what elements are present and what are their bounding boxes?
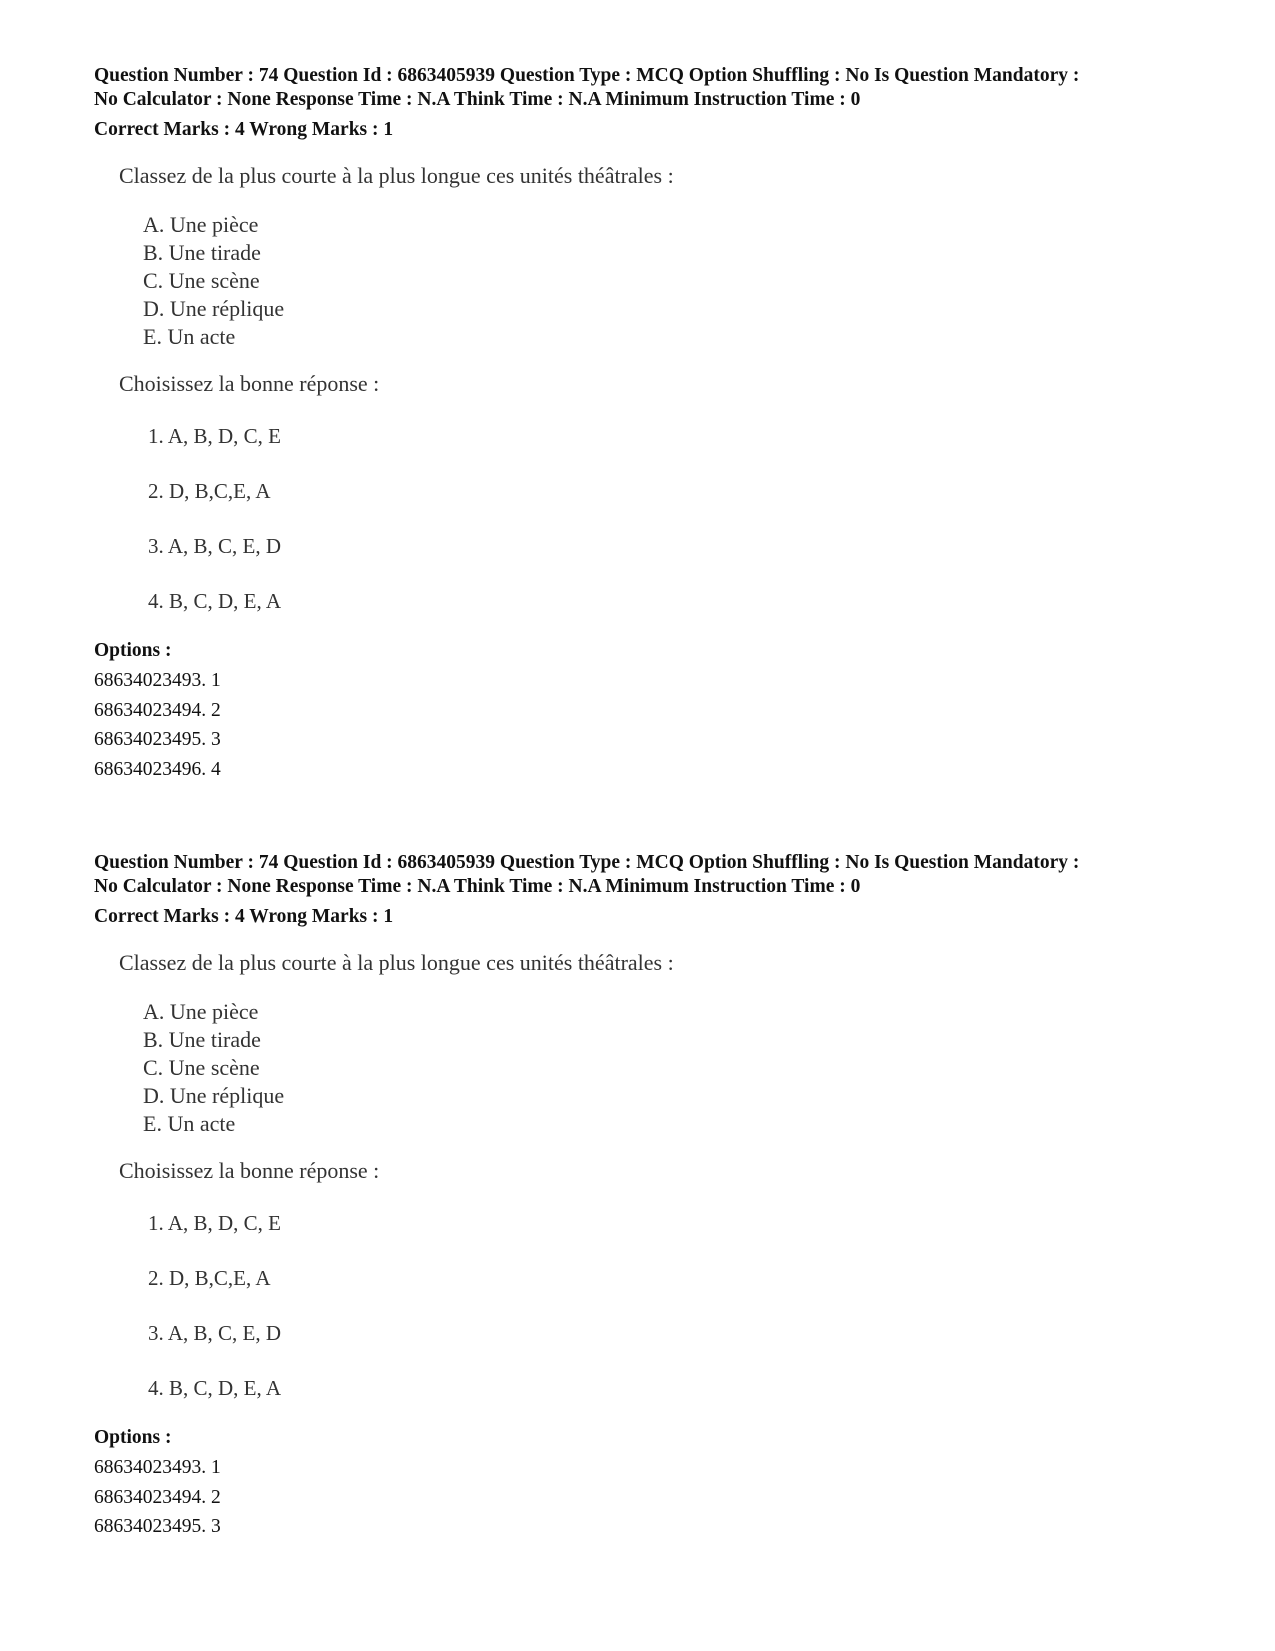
unit-item: E. Un acte: [143, 1111, 236, 1136]
answer-choice: 3. A, B, C, E, D: [148, 534, 282, 558]
answer-choice: 4. B, C, D, E, A: [148, 1376, 282, 1400]
answer-choice: 1. A, B, D, C, E: [148, 1211, 282, 1235]
option-item: 68634023493. 1: [94, 1457, 221, 1478]
unit-list: [143, 998, 1214, 1138]
question-meta-line: No Calculator : None Response Time : N.A Think Time : N.A Minimum Instruction Time : 0: [94, 876, 861, 897]
question-marks: Correct Marks : 4 Wrong Marks : 1: [94, 906, 394, 927]
unit-item: C. Une scène: [143, 1055, 260, 1080]
choose-instruction: Choisissez la bonne réponse :: [119, 371, 380, 396]
answer-choice: 2. D, B,C,E, A: [148, 1266, 271, 1290]
option-item: 68634023495. 3: [94, 729, 221, 750]
answer-choice: 4. B, C, D, E, A: [148, 589, 282, 613]
unit-item: D. Une réplique: [143, 1083, 285, 1108]
options-list: [94, 1453, 1214, 1542]
question-meta-line: No Calculator : None Response Time : N.A Think Time : N.A Minimum Instruction Time : 0: [94, 89, 861, 110]
question-prompt: Classez de la plus courte à la plus longue ces unités théâtrales :: [119, 163, 674, 188]
unit-item: B. Une tirade: [143, 1027, 261, 1052]
question-block: [94, 851, 1214, 1542]
question-meta-line: Question Number : 74 Question Id : 6863405939 Question Type : MCQ Option Shuffling : No Is Question Mandatory :: [94, 852, 1080, 873]
answer-choice: 2. D, B,C,E, A: [148, 479, 271, 503]
unit-item: C. Une scène: [143, 268, 260, 293]
option-item: 68634023494. 2: [94, 699, 221, 721]
question-meta-line: Question Number : 74 Question Id : 6863405939 Question Type : MCQ Option Shuffling : No Is Question Mandatory :: [94, 65, 1080, 86]
unit-item: E. Un acte: [143, 324, 236, 349]
answer-choice: 1. A, B, D, C, E: [148, 424, 282, 448]
answer-choices: [148, 422, 1214, 615]
unit-item: B. Une tirade: [143, 240, 261, 265]
option-item: 68634023496. 4: [94, 758, 221, 780]
unit-list: [143, 211, 1214, 351]
question-prompt: Classez de la plus courte à la plus longue ces unités théâtrales :: [119, 950, 674, 975]
option-item: 68634023495. 3: [94, 1516, 221, 1537]
answer-choice: 3. A, B, C, E, D: [148, 1321, 282, 1345]
unit-item: A. Une pièce: [143, 212, 259, 237]
question-meta: [94, 851, 1214, 899]
question-body: [119, 949, 1214, 1402]
options-list: [94, 666, 1214, 784]
option-item: 68634023494. 2: [94, 1486, 221, 1508]
option-item: 68634023493. 1: [94, 670, 221, 691]
unit-item: A. Une pièce: [143, 999, 259, 1024]
question-meta: [94, 64, 1214, 112]
question-body: [119, 162, 1214, 615]
options-heading: Options :: [94, 1427, 172, 1448]
options-heading: Options :: [94, 640, 172, 661]
unit-item: D. Une réplique: [143, 296, 285, 321]
answer-choices: [148, 1209, 1214, 1402]
question-marks: Correct Marks : 4 Wrong Marks : 1: [94, 119, 394, 140]
choose-instruction: Choisissez la bonne réponse :: [119, 1158, 380, 1183]
question-block: [94, 64, 1214, 784]
